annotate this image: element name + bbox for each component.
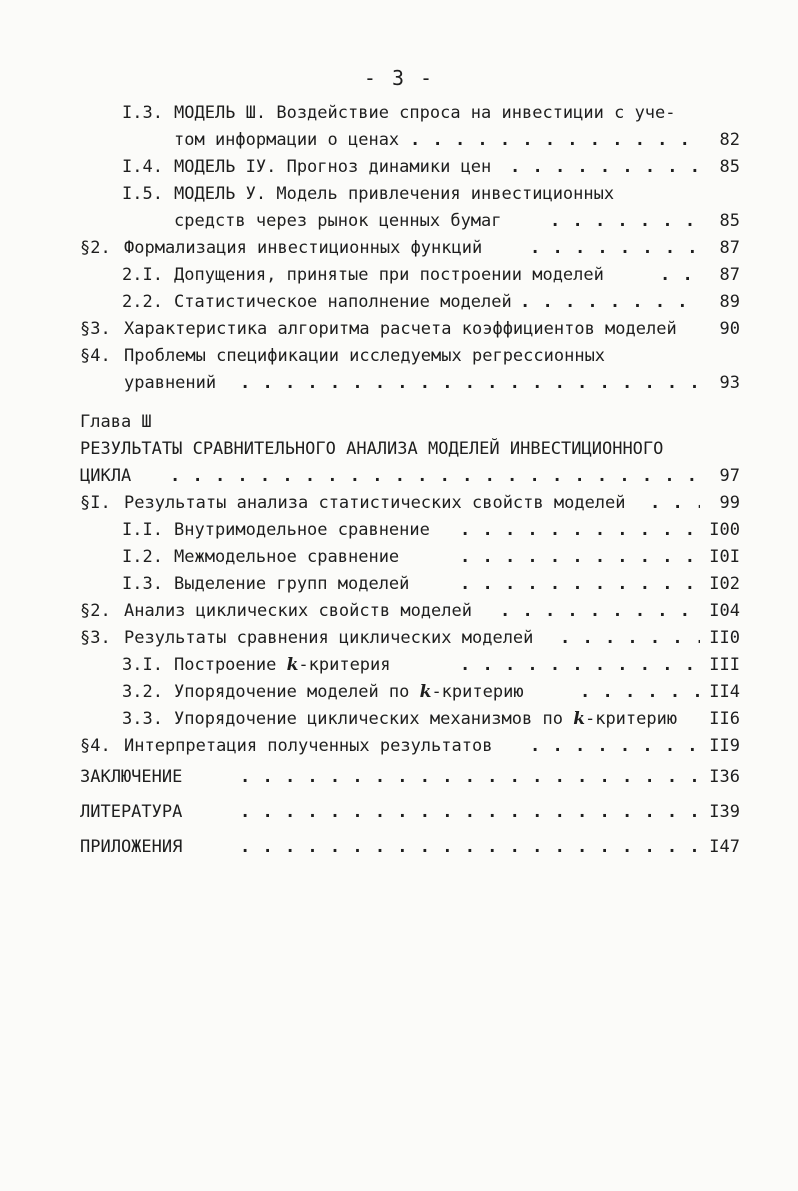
dot-leader [530,733,700,760]
page-ref: 99 [719,493,740,513]
dot-leader [460,652,700,679]
toc-entry [80,100,740,127]
toc-entry-continued [80,127,740,154]
entry-title: Межмодельное сравнение [174,547,400,567]
entry-number: 3.2. [122,682,163,702]
toc-entry [80,262,740,289]
entry-number: 3.I. [122,655,163,675]
dot-leader [580,679,700,706]
toc-entry [80,544,740,571]
dot-leader [660,262,700,289]
entry-number: §4. [80,736,111,756]
page-ref: 85 [719,157,740,177]
dot-leader [550,208,700,235]
toc-entry [80,652,740,679]
entry-title: Характеристика алгоритма расчета коэффициентов моделей [124,319,677,339]
page-ref: II9 [709,736,740,756]
toc-entry-continued [80,208,740,235]
entry-title: Статистическое наполнение моделей [174,292,512,312]
page-ref: I00 [709,520,740,540]
entry-title-cont: том информации о ценах [174,130,400,150]
toc-entry [80,289,740,316]
page-ref: III [709,655,740,675]
entry-title: Формализация инвестиционных функций [124,238,483,258]
entry-title: МОДЕЛЬ У. Модель привлечения инвестиционных [174,184,615,204]
entry-title: Результаты анализа статистических свойств моделей [124,493,626,513]
section-title: ЛИТЕРАТУРА [80,802,183,822]
entry-title: Выделение групп моделей [174,574,410,594]
table-of-contents [80,100,740,865]
page-ref: 87 [719,238,740,258]
k-symbol: k [286,655,299,675]
entry-number: §I. [80,493,111,513]
page-ref: II0 [709,628,740,648]
entry-title: Упорядочение циклических механизмов по k-критерию [174,709,678,729]
entry-title: Упорядочение моделей по k-критерию [174,682,524,702]
toc-entry [80,517,740,544]
toc-section [80,760,740,795]
dot-leader [240,795,700,830]
section-title: ЗАКЛЮЧЕНИЕ [80,767,183,787]
entry-number: §2. [80,238,111,258]
dot-leader [460,544,700,571]
toc-entry [80,706,740,733]
entry-title: Анализ циклических свойств моделей [124,601,472,621]
toc-entry [80,154,740,181]
entry-title: Допущения, принятые при построении моделей [174,265,604,285]
toc-entry [80,490,740,517]
section-title: ПРИЛОЖЕНИЯ [80,837,183,857]
chapter-label-row [80,409,740,436]
entry-number: I.2. [122,547,163,567]
page-ref: 87 [719,265,740,285]
k-symbol: k [419,682,432,702]
entry-title: Построение k-критерия [174,655,391,675]
entry-number: I.3. [122,103,163,123]
dot-leader [240,830,700,865]
chapter-label: Глава Ш [80,412,152,432]
toc-section [80,795,740,830]
page-ref: 89 [719,292,740,312]
page-ref: I47 [709,837,740,857]
page-ref: I0I [709,547,740,567]
toc-entry [80,733,740,760]
page-ref: 82 [719,130,740,150]
entry-title: Интерпретация полученных результатов [124,736,493,756]
chapter-heading: РЕЗУЛЬТАТЫ СРАВНИТЕЛЬНОГО АНАЛИЗА МОДЕЛЕЙ ИНВЕСТИЦИОННОГО [80,439,664,459]
toc-entry [80,679,740,706]
entry-number: I.3. [122,574,163,594]
dot-leader [170,463,700,490]
entry-number: I.5. [122,184,163,204]
entry-title: Проблемы спецификации исследуемых регрессионных [124,346,606,366]
dot-leader [530,235,700,262]
entry-number: §4. [80,346,111,366]
toc-entry [80,625,740,652]
dot-leader [460,517,700,544]
dot-leader [500,598,700,625]
page-ref: I04 [709,601,740,621]
chapter-heading-row [80,463,740,490]
page-ref: I39 [709,802,740,822]
page-ref: I36 [709,767,740,787]
entry-number: I.4. [122,157,163,177]
dot-leader [560,625,700,652]
dot-leader [240,760,700,795]
dot-leader [460,571,700,598]
entry-title-cont: уравнений [124,373,217,393]
toc-section [80,830,740,865]
page-number: - 3 - [363,66,435,90]
page-ref: 97 [719,466,740,486]
dot-leader [520,289,700,316]
entry-number: 2.2. [122,292,163,312]
entry-title: Внутримодельное сравнение [174,520,430,540]
entry-number: §2. [80,601,111,621]
dot-leader [510,154,700,181]
page-ref: II6 [709,709,740,729]
chapter-heading-row [80,436,740,463]
chapter-heading-cont: ЦИКЛА [80,466,132,486]
entry-number: I.I. [122,520,163,540]
page-ref: 90 [719,319,740,339]
toc-entry [80,343,740,370]
entry-number: §3. [80,319,111,339]
toc-entry [80,598,740,625]
page-ref: I02 [709,574,740,594]
toc-entry [80,571,740,598]
entry-number: §3. [80,628,111,648]
entry-number: 2.I. [122,265,163,285]
dot-leader [410,127,700,154]
dot-leader [650,490,700,517]
toc-entry [80,181,740,208]
toc-entry-continued [80,370,740,397]
toc-entry [80,316,740,343]
k-symbol: k [573,709,585,729]
page-ref: 85 [719,211,740,231]
entry-title-cont: средств через рынок ценных бумаг [174,211,502,231]
toc-entry [80,235,740,262]
entry-number: 3.3. [122,709,163,729]
dot-leader [240,370,700,397]
entry-title: МОДЕЛЬ IУ. Прогноз динамики цен [174,157,492,177]
page-ref: 93 [719,373,740,393]
page-ref: II4 [709,682,740,702]
entry-title: МОДЕЛЬ Ш. Воздействие спроса на инвестиции с уче- [174,103,676,123]
entry-title: Результаты сравнения циклических моделей [124,628,534,648]
